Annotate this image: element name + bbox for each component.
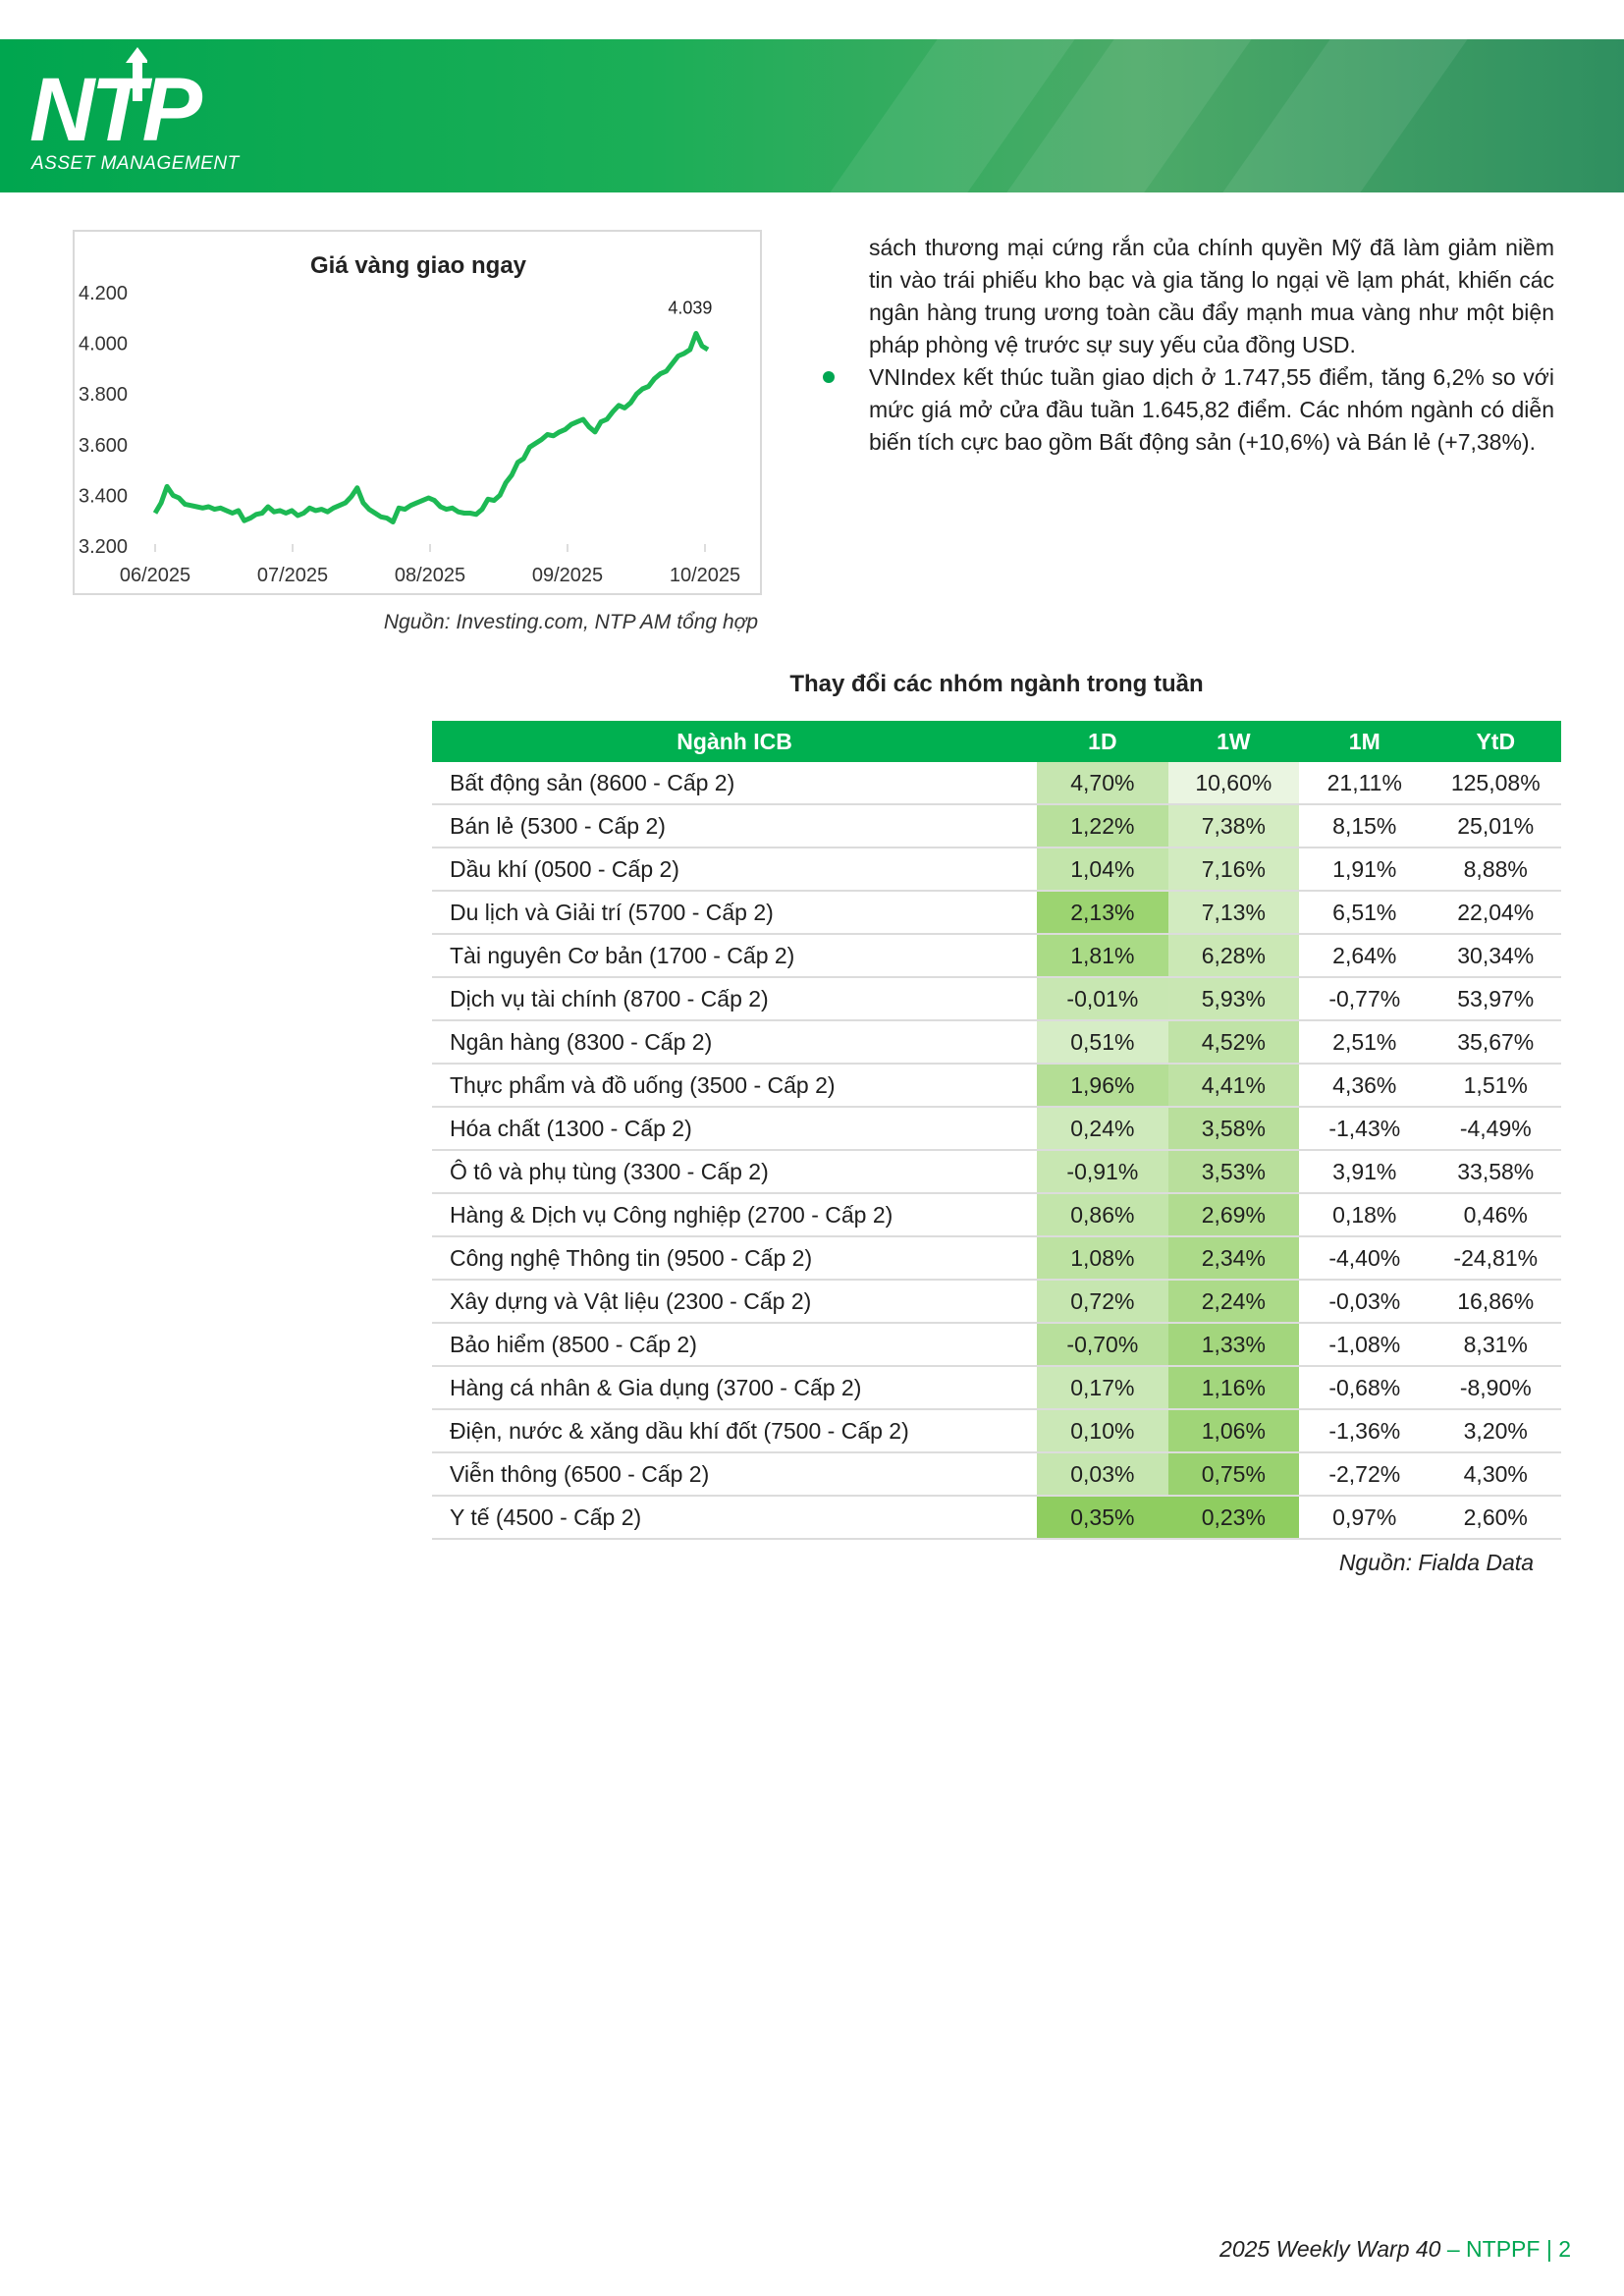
value-1m: 1,91%	[1299, 847, 1430, 891]
chart-svg	[75, 232, 760, 593]
value-1m: -0,68%	[1299, 1366, 1430, 1409]
sector-name: Bảo hiểm (8500 - Cấp 2)	[432, 1323, 1037, 1366]
x-axis-marks	[155, 544, 705, 552]
y-tick-label: 4.000	[79, 333, 129, 355]
sector-name: Y tế (4500 - Cấp 2)	[432, 1496, 1037, 1539]
value-1m: -1,36%	[1299, 1409, 1430, 1452]
value-1d: 0,24%	[1037, 1107, 1167, 1150]
table-row	[432, 847, 1561, 891]
value-1m: -2,72%	[1299, 1452, 1430, 1496]
value-ytd: 53,97%	[1431, 977, 1562, 1020]
value-1w: 1,33%	[1168, 1323, 1299, 1366]
table-row	[432, 1366, 1561, 1409]
header-1m: 1M	[1299, 721, 1430, 762]
sector-name: Bán lẻ (5300 - Cấp 2)	[432, 804, 1037, 847]
table-row	[432, 977, 1561, 1020]
value-ytd: 16,86%	[1431, 1280, 1562, 1323]
sector-name: Bất động sản (8600 - Cấp 2)	[432, 762, 1037, 804]
peak-annotation: 4.039	[668, 298, 713, 318]
sector-name: Du lịch và Giải trí (5700 - Cấp 2)	[432, 891, 1037, 934]
logo-subtitle: ASSET MANAGEMENT	[31, 153, 240, 174]
table-row	[432, 934, 1561, 977]
table-title: Thay đổi các nhóm ngành trong tuần	[789, 671, 1204, 697]
x-tick-label: 06/2025	[119, 565, 191, 586]
value-ytd: 1,51%	[1431, 1064, 1562, 1107]
value-ytd: 30,34%	[1431, 934, 1562, 977]
value-1d: 1,96%	[1037, 1064, 1167, 1107]
value-ytd: 25,01%	[1431, 804, 1562, 847]
value-1m: 21,11%	[1299, 762, 1430, 804]
value-ytd: 22,04%	[1431, 891, 1562, 934]
value-1d: 0,35%	[1037, 1496, 1167, 1539]
sector-name: Thực phẩm và đồ uống (3500 - Cấp 2)	[432, 1064, 1037, 1107]
header-1w: 1W	[1168, 721, 1299, 762]
value-1d: 0,86%	[1037, 1193, 1167, 1236]
table-row	[432, 1323, 1561, 1366]
value-ytd: 2,60%	[1431, 1496, 1562, 1539]
value-1w: 0,23%	[1168, 1496, 1299, 1539]
value-ytd: 33,58%	[1431, 1150, 1562, 1193]
sector-name: Điện, nước & xăng dầu khí đốt (7500 - Cấp 2)	[432, 1409, 1037, 1452]
table-row	[432, 1020, 1561, 1064]
value-1d: 0,72%	[1037, 1280, 1167, 1323]
value-1d: 1,22%	[1037, 804, 1167, 847]
y-axis-ticks	[79, 283, 128, 558]
value-1m: 6,51%	[1299, 891, 1430, 934]
header-ytd: YtD	[1431, 721, 1562, 762]
value-1m: -1,08%	[1299, 1323, 1430, 1366]
value-ytd: 4,30%	[1431, 1452, 1562, 1496]
value-1m: 0,97%	[1299, 1496, 1430, 1539]
series-line	[155, 334, 708, 522]
value-1d: 0,17%	[1037, 1366, 1167, 1409]
value-1w: 10,60%	[1168, 762, 1299, 804]
value-ytd: 8,31%	[1431, 1323, 1562, 1366]
bullet-dot-icon	[823, 371, 835, 383]
header-sector: Ngành ICB	[432, 721, 1037, 762]
value-1d: -0,01%	[1037, 977, 1167, 1020]
sector-name: Hàng cá nhân & Gia dụng (3700 - Cấp 2)	[432, 1366, 1037, 1409]
x-tick-label: 07/2025	[256, 565, 329, 586]
value-1w: 2,34%	[1168, 1236, 1299, 1280]
table-row	[432, 1496, 1561, 1539]
value-1d: 0,03%	[1037, 1452, 1167, 1496]
table-row	[432, 1150, 1561, 1193]
value-1m: -0,03%	[1299, 1280, 1430, 1323]
sector-name: Hàng & Dịch vụ Công nghiệp (2700 - Cấp 2)	[432, 1193, 1037, 1236]
value-1m: -0,77%	[1299, 977, 1430, 1020]
value-1m: -4,40%	[1299, 1236, 1430, 1280]
table-row	[432, 1107, 1561, 1150]
sector-name: Công nghệ Thông tin (9500 - Cấp 2)	[432, 1236, 1037, 1280]
value-1w: 4,41%	[1168, 1064, 1299, 1107]
table-row	[432, 1236, 1561, 1280]
value-1w: 0,75%	[1168, 1452, 1299, 1496]
table-row	[432, 891, 1561, 934]
table-row	[432, 1064, 1561, 1107]
value-1d: 2,13%	[1037, 891, 1167, 934]
table-row	[432, 1409, 1561, 1452]
value-1w: 2,69%	[1168, 1193, 1299, 1236]
value-1d: 0,51%	[1037, 1020, 1167, 1064]
y-tick-label: 3.800	[79, 384, 129, 407]
value-1m: 3,91%	[1299, 1150, 1430, 1193]
logo-text: NTP	[29, 60, 198, 160]
footer-tag: – NTPPF | 2	[1440, 2236, 1571, 2262]
x-tick-label: 08/2025	[394, 565, 466, 586]
table-row	[432, 804, 1561, 847]
sector-name: Hóa chất (1300 - Cấp 2)	[432, 1107, 1037, 1150]
value-1w: 2,24%	[1168, 1280, 1299, 1323]
value-1w: 1,06%	[1168, 1409, 1299, 1452]
value-1m: 4,36%	[1299, 1064, 1430, 1107]
page-footer	[1219, 2236, 1571, 2263]
x-tick-label: 09/2025	[531, 565, 604, 586]
value-1d: -0,91%	[1037, 1150, 1167, 1193]
gold-price-chart	[73, 230, 762, 595]
table-row	[432, 1193, 1561, 1236]
sector-name: Ngân hàng (8300 - Cấp 2)	[432, 1020, 1037, 1064]
value-ytd: 0,46%	[1431, 1193, 1562, 1236]
value-1d: 4,70%	[1037, 762, 1167, 804]
value-ytd: -8,90%	[1431, 1366, 1562, 1409]
value-ytd: 3,20%	[1431, 1409, 1562, 1452]
ntp-logo	[29, 47, 245, 175]
value-1w: 7,13%	[1168, 891, 1299, 934]
chart-title: Giá vàng giao ngay	[309, 252, 527, 279]
value-ytd: -4,49%	[1431, 1107, 1562, 1150]
x-tick-label: 10/2025	[669, 565, 741, 586]
y-tick-label: 3.200	[79, 536, 129, 558]
table-row	[432, 762, 1561, 804]
value-1w: 3,58%	[1168, 1107, 1299, 1150]
table-row	[432, 1280, 1561, 1323]
chart-source: Nguồn: Investing.com, NTP AM tổng hợp	[383, 611, 758, 633]
table-header-row	[432, 721, 1561, 762]
value-ytd: 8,88%	[1431, 847, 1562, 891]
value-1w: 5,93%	[1168, 977, 1299, 1020]
value-1w: 7,16%	[1168, 847, 1299, 891]
sector-table	[432, 721, 1561, 1540]
value-1m: 8,15%	[1299, 804, 1430, 847]
y-tick-label: 3.600	[79, 434, 129, 457]
value-1d: 1,08%	[1037, 1236, 1167, 1280]
header-1d: 1D	[1037, 721, 1167, 762]
value-1w: 3,53%	[1168, 1150, 1299, 1193]
value-1d: -0,70%	[1037, 1323, 1167, 1366]
value-1d: 0,10%	[1037, 1409, 1167, 1452]
y-tick-label: 3.400	[79, 485, 129, 508]
sector-name: Dịch vụ tài chính (8700 - Cấp 2)	[432, 977, 1037, 1020]
value-ytd: 125,08%	[1431, 762, 1562, 804]
value-1m: 0,18%	[1299, 1193, 1430, 1236]
x-axis-ticks	[120, 565, 740, 586]
value-1d: 1,04%	[1037, 847, 1167, 891]
value-1w: 1,16%	[1168, 1366, 1299, 1409]
sector-name: Tài nguyên Cơ bản (1700 - Cấp 2)	[432, 934, 1037, 977]
table-source: Nguồn: Fialda Data	[1338, 1550, 1534, 1575]
footer-text: 2025 Weekly Warp 40	[1219, 2236, 1441, 2262]
value-1w: 7,38%	[1168, 804, 1299, 847]
value-1d: 1,81%	[1037, 934, 1167, 977]
paragraph-vnindex: VNIndex kết thúc tuần giao dịch ở 1.747,55 điểm, tăng 6,2% so với mức giá mở cửa đầu tuần 1.645,82 điểm. Các nhóm ngành có diễn biến tích cực bao gồm Bất động sản (+10,6%) và Bán lẻ (+7,38%).	[869, 364, 1554, 455]
sector-name: Ô tô và phụ tùng (3300 - Cấp 2)	[432, 1150, 1037, 1193]
value-ytd: 35,67%	[1431, 1020, 1562, 1064]
table-row	[432, 1452, 1561, 1496]
value-1m: -1,43%	[1299, 1107, 1430, 1150]
value-ytd: -24,81%	[1431, 1236, 1562, 1280]
sector-name: Viễn thông (6500 - Cấp 2)	[432, 1452, 1037, 1496]
paragraph-gold: sách thương mại cứng rắn của chính quyền Mỹ đã làm giảm niềm tin vào trái phiếu kho bạc và gia tăng lo ngại về lạm phát, khiến các ngân hàng trung ương toàn cầu đẩy mạnh mua vàng như một biện pháp phòng vệ trước sự suy yếu của đồng USD.	[869, 235, 1554, 357]
sector-name: Xây dựng và Vật liệu (2300 - Cấp 2)	[432, 1280, 1037, 1323]
value-1w: 4,52%	[1168, 1020, 1299, 1064]
value-1w: 6,28%	[1168, 934, 1299, 977]
value-1m: 2,64%	[1299, 934, 1430, 977]
value-1m: 2,51%	[1299, 1020, 1430, 1064]
y-tick-label: 4.200	[79, 283, 129, 304]
sector-name: Dầu khí (0500 - Cấp 2)	[432, 847, 1037, 891]
